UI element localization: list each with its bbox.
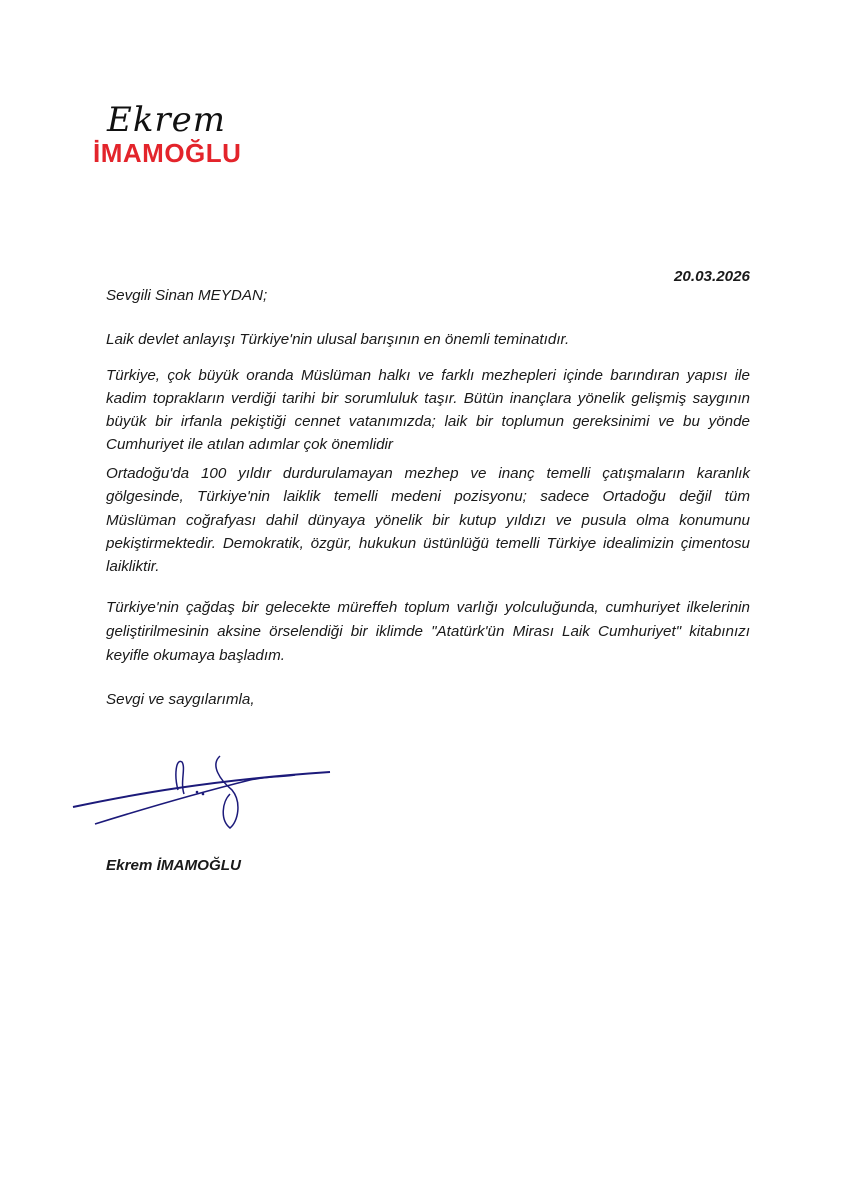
paragraph-line: Türkiye'nin çağdaş bir gelecekte müreffeh toplum varlığı yolculuğunda, cumhuriyet ilkelerinin [106,599,750,616]
paragraph-line: büyük bir irfanla pekiştiği cennet vatanımızda; laik bir toplumun gereksinimi ve bu yönde [106,413,750,430]
paragraph-line: Müslüman coğrafyası dahil dünyaya yönelik bir kutup yıldızı ve pusula olma konumunu [106,512,750,529]
paragraph-line: kadim toprakların verdiği tarihi bir sorumluluk taşır. Bütün inançlara yönelik gelişmiş saygının [106,390,750,407]
paragraph-line: Türkiye, çok büyük oranda Müslüman halkı ve farklı mezhepleri içinde barındıran yapısı ile [106,367,750,384]
salutation: Sevgili Sinan MEYDAN; [106,287,268,304]
logo-script-name: Ekrem [107,100,227,140]
paragraph-line: keyifle okumaya başladım. [106,647,285,664]
signature [70,750,340,835]
paragraph-line: geliştirilmesinin aksine örselendiği bir iklimde "Atatürk'ün Mirası Laik Cumhuriyet" kitabınızı [106,623,750,640]
paragraph-line: Cumhuriyet ile atılan adımlar çok önemlidir [106,436,393,453]
paragraph-line: gölgesinde, Türkiye'nin laiklik temelli medeni pozisyonu; sadece Ortadoğu değil tüm [106,488,750,505]
paragraph-line: laikliktir. [106,558,160,575]
letter-date: 20.03.2026 [673,268,750,285]
logo-brand-name: İMAMOĞLU [93,138,242,168]
imamoglu-logo [93,100,263,172]
closing: Sevgi ve saygılarımla, [106,691,255,708]
signer-name: Ekrem İMAMOĞLU [106,857,242,874]
paragraph-line: Ortadoğu'da 100 yıldır durdurulamayan mezhep ve inanç temelli çatışmaların karanlık [106,465,750,482]
paragraph-line: pekiştirmektedir. Demokratik, özgür, hukukun üstünlüğü temelli Türkiye idealimizin çimentosu [106,535,750,552]
paragraph-line: Laik devlet anlayışı Türkiye'nin ulusal barışının en önemli teminatıdır. [106,331,570,348]
